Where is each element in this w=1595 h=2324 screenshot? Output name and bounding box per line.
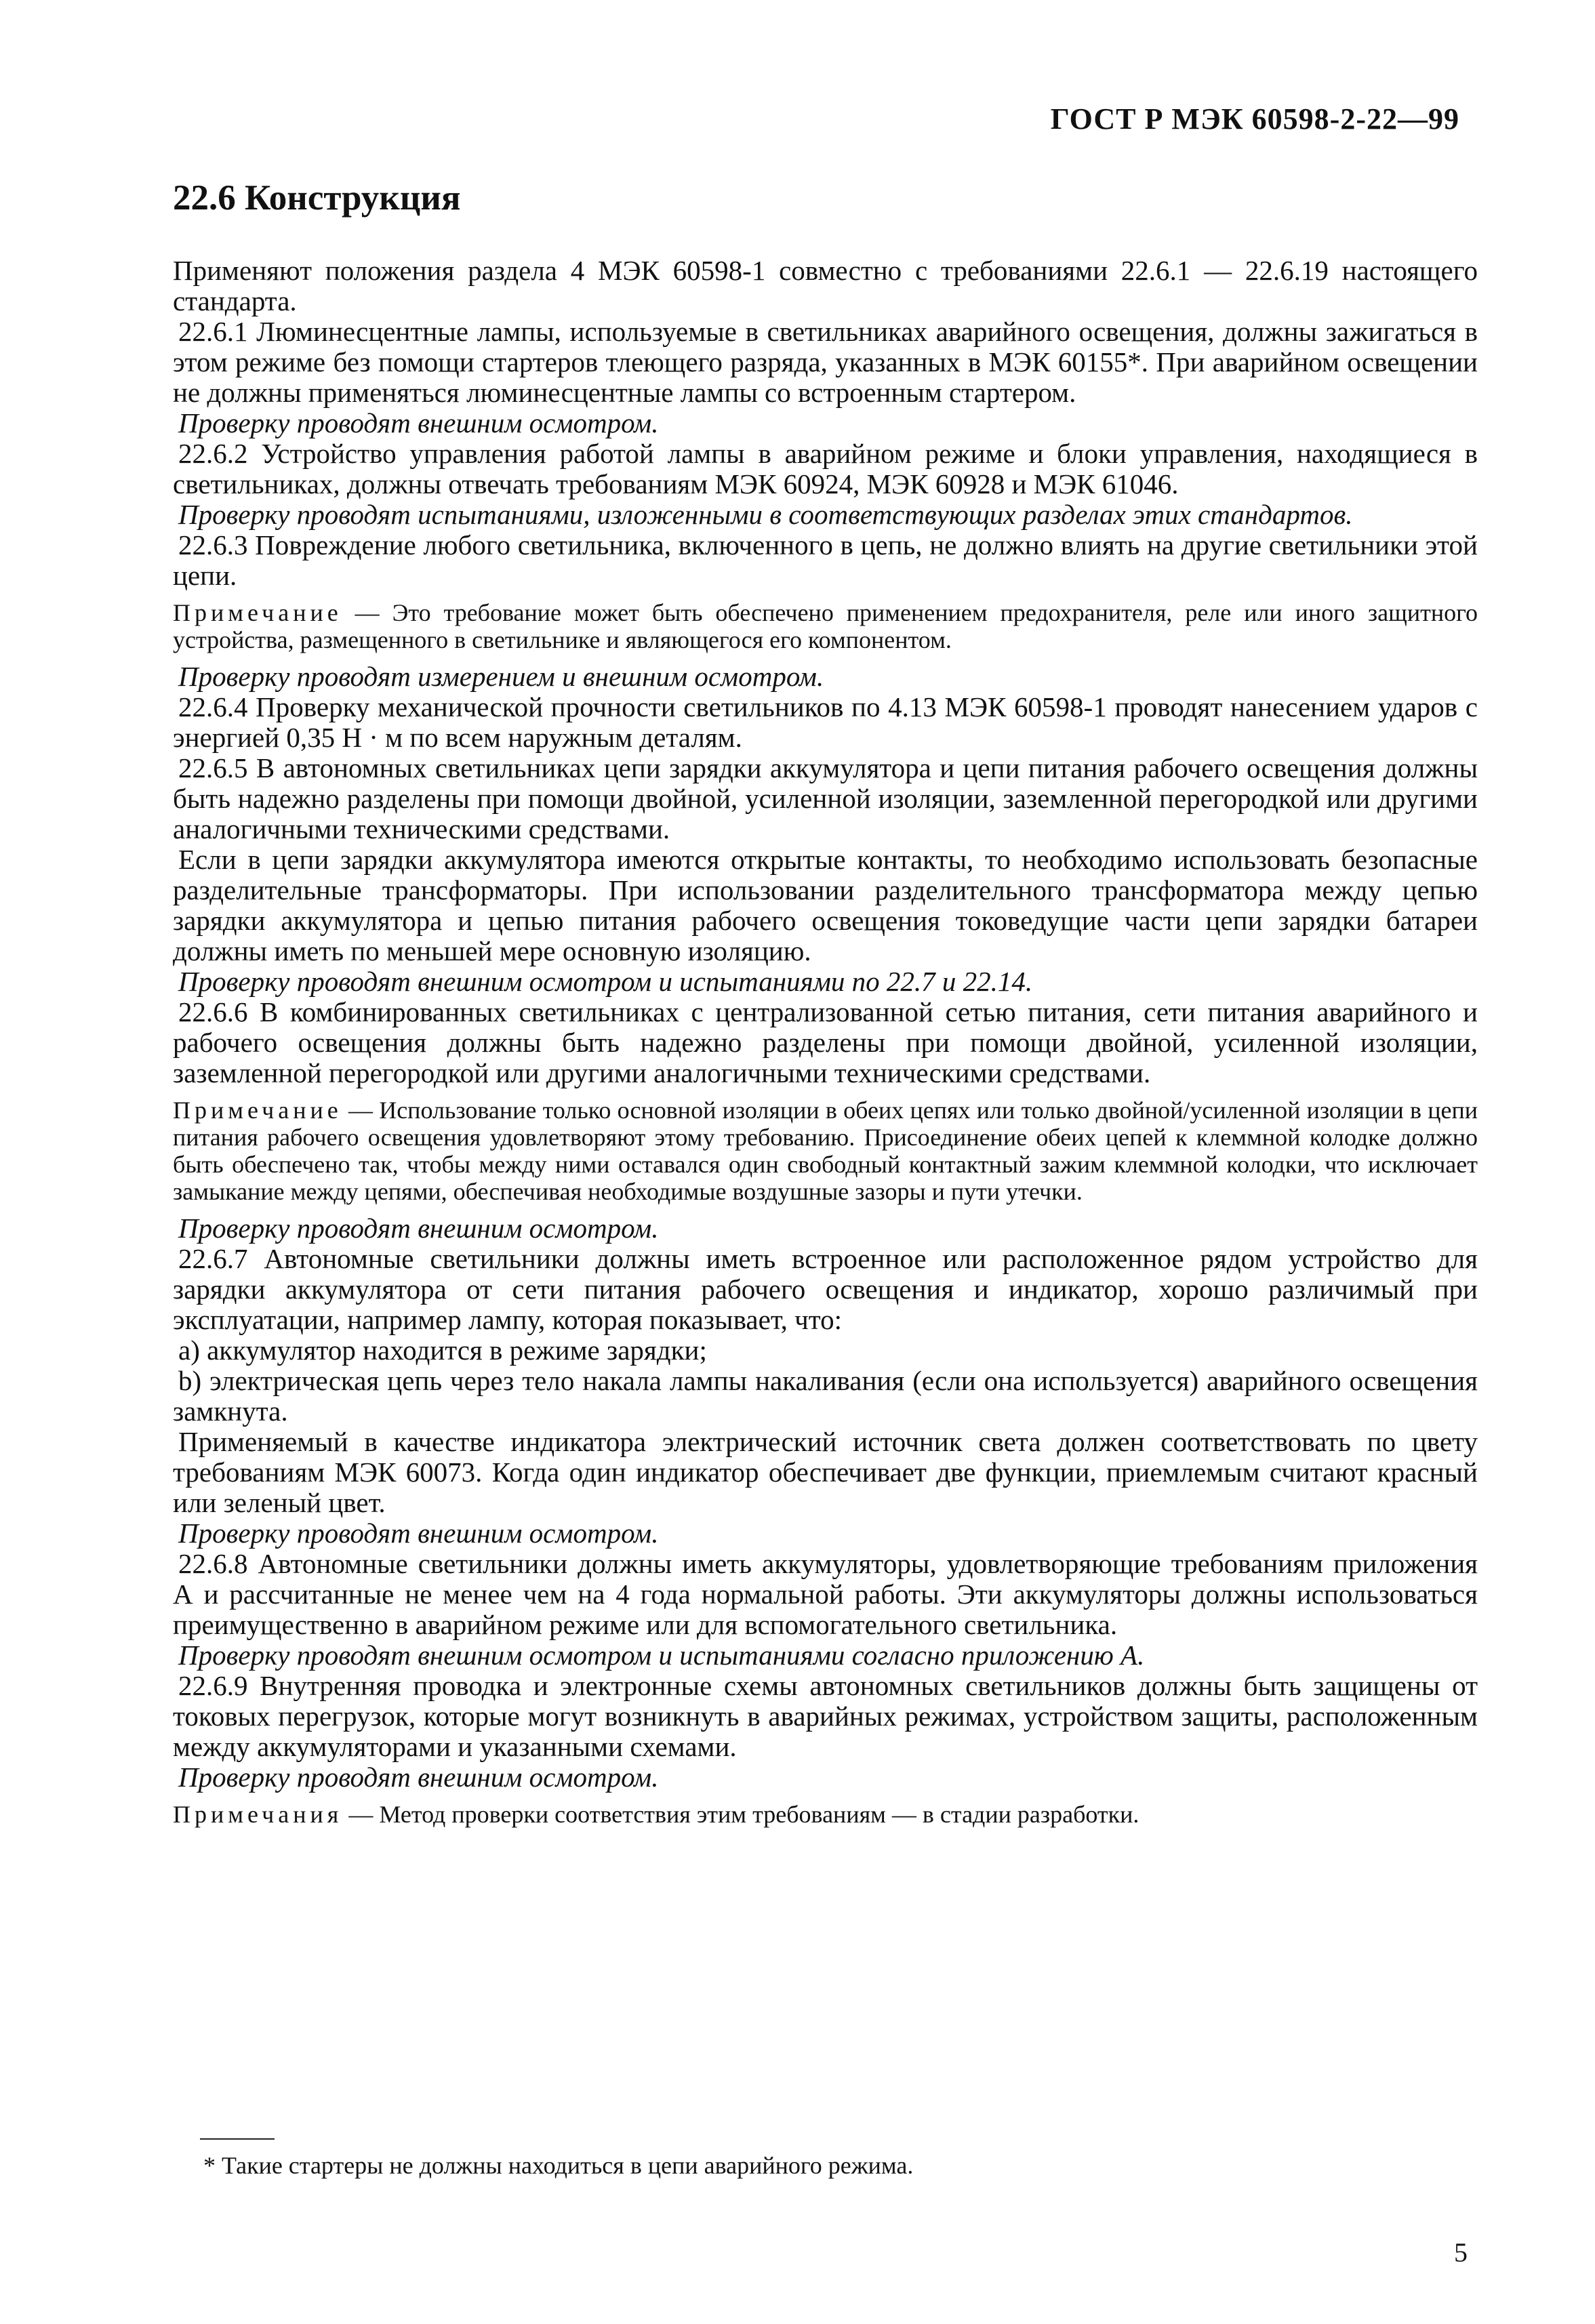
note-paragraph [173,1097,1478,1205]
clause-paragraph: 22.6.6 В комбинированных светильниках с централизованной сетью питания, сети питания аварийного и рабочего освещения должны быть надежно разделены при помощи двойной, усиленной изоляции, заземленной перегородкой или другими аналогичными техническими средствами. [173,996,1478,1088]
paragraph-list [173,256,1478,1828]
document-body [173,178,1478,1836]
clause-paragraph: 22.6.8 Автономные светильники должны иметь аккумуляторы, удовлетворяющие требованиям приложения А и рассчитанные не менее чем на 4 года нормальной работы. Эти аккумуляторы должны использоваться преимущественно в аварийном режиме или для вспомогательного светильника. [173,1548,1478,1640]
clause-paragraph: 22.6.4 Проверку механической прочности светильников по 4.13 МЭК 60598-1 проводят нанесением ударов с энергией 0,35 Н · м по всем наружным деталям. [173,691,1478,753]
verification-paragraph: Проверку проводят внешним осмотром. [178,1212,659,1244]
page-number: 5 [1454,2237,1468,2268]
clause-paragraph: 22.6.9 Внутренняя проводка и электронные схемы автономных светильников должны быть защищены от токовых перегрузок, которые могут возникнуть в аварийных режимах, устройством защиты, расположенным между аккумуляторами и указанными схемами. [173,1670,1478,1762]
verification-paragraph: Проверку проводят внешним осмотром. [178,407,659,439]
clause-paragraph: Применяемый в качестве индикатора электрический источник света должен соответствовать по цвету требованиям МЭК 60073. Когда один индикатор обеспечивает две функции, приемлемым считают красный или зеленый цвет. [173,1426,1478,1518]
footnote-divider [200,2138,275,2140]
footnote: * Такие стартеры не должны находиться в цепи аварийного режима. [203,2152,914,2179]
verification-paragraph: Проверку проводят внешним осмотром. [178,1761,659,1793]
clause-paragraph: 22.6.5 В автономных светильниках цепи зарядки аккумулятора и цепи питания рабочего освещения должны быть надежно разделены при помощи двойной, усиленной изоляции, заземленной перегородкой или другими аналогичными техническими средствами. [173,752,1478,844]
note-label: Примечание [173,599,342,626]
clause-paragraph: 22.6.3 Повреждение любого светильника, включенного в цепь, не должно влиять на другие светильники этой цепи. [173,529,1478,591]
verification-paragraph: Проверку проводят внешним осмотром. [178,1517,659,1549]
note-label: Примечания [173,1801,343,1828]
verification-paragraph: Проверку проводят внешним осмотром и испытаниями согласно приложению А. [178,1639,1145,1671]
note-text: — Использование только основной изоляции в обеих цепях или только двойной/усиленной изоляции в цепи питания рабочего освещения удовлетворяют этому требованию. Присоединение обеих цепей к клеммной колодке должно быть обеспечено так, чтобы между ними оставался один свободный контактный зажим клеммной колодки, что исключает замыкание между цепями, обеспечивая необходимые воздушные зазоры и пути утечки. [173,1097,1478,1205]
note-label: Примечание [173,1097,342,1124]
clause-paragraph: Применяют положения раздела 4 МЭК 60598-1 совместно с требованиями 22.6.1 — 22.6.19 настоящего стандарта. [173,255,1478,317]
verification-paragraph: Проверку проводят измерением и внешним осмотром. [178,661,824,692]
note-paragraph [173,1801,1478,1828]
clause-paragraph: a) аккумулятор находится в режиме зарядки; [178,1334,707,1366]
note-text: — Метод проверки соответствия этим требованиям — в стадии разработки. [342,1801,1139,1828]
clause-paragraph: 22.6.7 Автономные светильники должны иметь встроенное или расположенное рядом устройство для зарядки аккумулятора от сети питания рабочего освещения и индикатор, хорошо различимый при эксплуатации, например лампу, которая показывает, что: [173,1243,1478,1335]
verification-paragraph: Проверку проводят внешним осмотром и испытаниями по 22.7 и 22.14. [178,966,1033,997]
clause-paragraph: b) электрическая цепь через тело накала лампы накаливания (если она используется) аварийного освещения замкнута. [173,1365,1478,1427]
note-paragraph [173,599,1478,653]
clause-paragraph: 22.6.1 Люминесцентные лампы, используемые в светильниках аварийного освещения, должны зажигаться в этом режиме без помощи стартеров тлеющего разряда, указанных в МЭК 60155*. При аварийном освещении не должны применяться люминесцентные лампы со встроенным стартером. [173,316,1478,408]
standard-header: ГОСТ Р МЭК 60598-2-22—99 [1050,102,1459,136]
clause-paragraph: 22.6.2 Устройство управления работой лампы в аварийном режиме и блоки управления, находящиеся в светильниках, должны отвечать требованиям МЭК 60924, МЭК 60928 и МЭК 61046. [173,438,1478,500]
section-title: 22.6 Конструкция [173,178,461,218]
clause-paragraph: Если в цепи зарядки аккумулятора имеются открытые контакты, то необходимо использовать безопасные разделительные трансформаторы. При использовании разделительного трансформатора между цепью зарядки аккумулятора и цепью питания рабочего освещения токоведущие части цепи зарядки батареи должны иметь по меньшей мере основную изоляцию. [173,844,1478,966]
verification-paragraph: Проверку проводят испытаниями, изложенными в соответствующих разделах этих стандартов. [178,499,1353,530]
note-text: — Это требование может быть обеспечено применением предохранителя, реле или иного защитного устройства, размещенного в светильнике и являющегося его компонентом. [173,599,1478,653]
